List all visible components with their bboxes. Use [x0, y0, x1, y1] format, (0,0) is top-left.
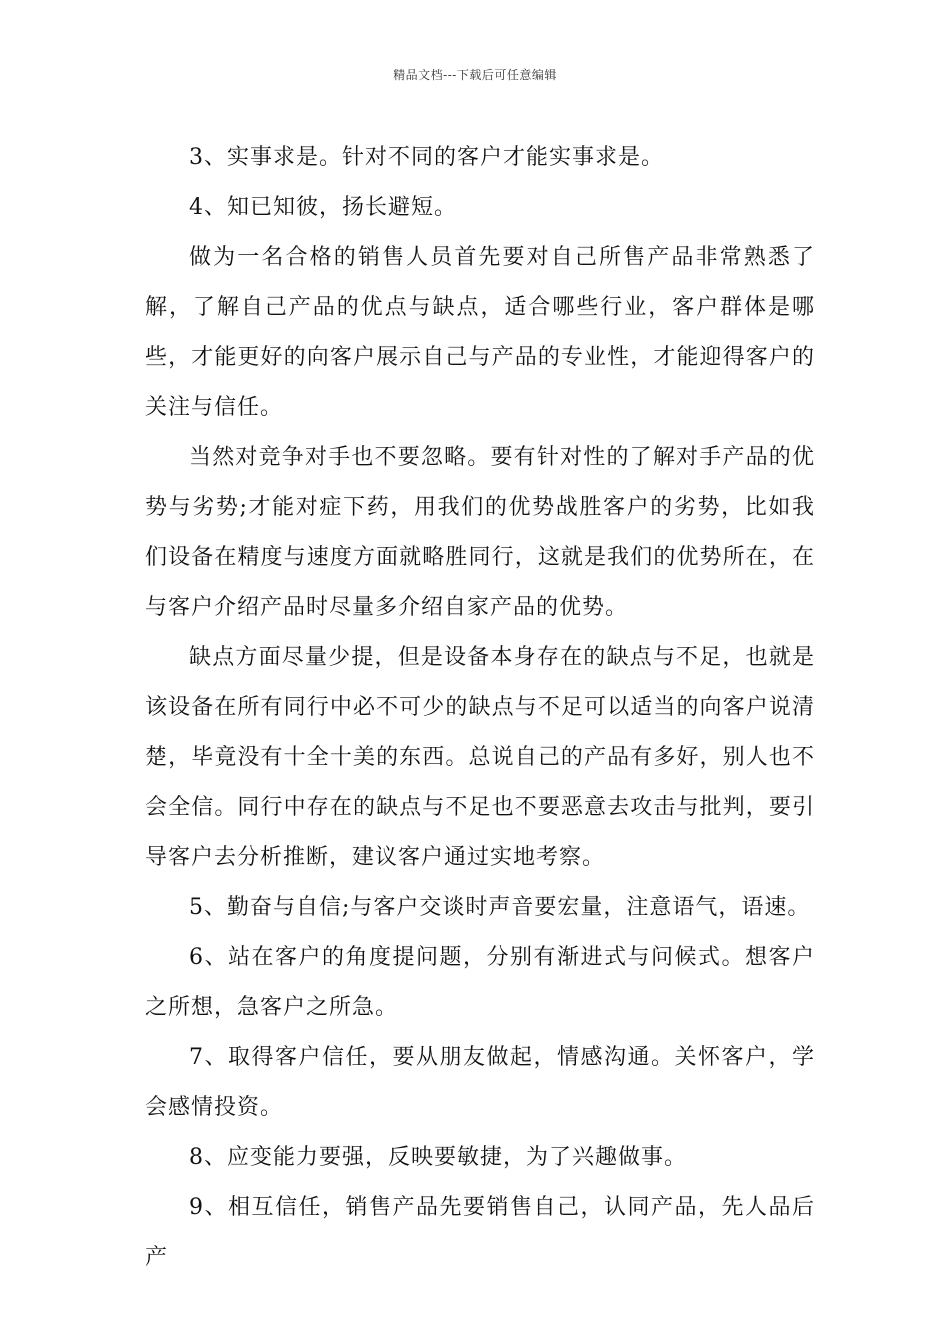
paragraph-item-7: 7、取得客户信任，要从朋友做起，情感沟通。关怀客户，学会感情投资。: [145, 1045, 815, 1120]
paragraph-item-5: 5、勤奋与自信;与客户交谈时声音要宏量，注意语气，语速。: [189, 895, 811, 920]
document-body: [145, 133, 815, 1283]
paragraph-item-8: 8、应变能力要强，反映要敏捷，为了兴趣做事。: [189, 1145, 687, 1170]
paragraph-item-9: 9、相互信任，销售产品先要销售自己，认同产品，先人品后产: [145, 1195, 815, 1270]
paragraph-item-6: 6、站在客户的角度提问题，分别有渐进式与问候式。想客户之所想，急客户之所急。: [145, 945, 815, 1020]
paragraph-item-3: 3、实事求是。针对不同的客户才能实事求是。: [189, 145, 664, 170]
paragraph-product-knowledge: 做为一名合格的销售人员首先要对自己所售产品非常熟悉了解，了解自己产品的优点与缺点，适合哪些行业，客户群体是哪些，才能更好的向客户展示自己与产品的专业性，才能迎得客户的关注与信任。: [145, 245, 815, 420]
paragraph-shortcomings: 缺点方面尽量少提，但是设备本身存在的缺点与不足，也就是该设备在所有同行中必不可少的缺点与不足可以适当的向客户说清楚，毕竟没有十全十美的东西。总说自己的产品有多好，别人也不会全信。同行中存在的缺点与不足也不要恶意去攻击与批判，要引导客户去分析推断，建议客户通过实地考察。: [145, 645, 815, 870]
paragraph-competitors: 当然对竞争对手也不要忽略。要有针对性的了解对手产品的优势与劣势;才能对症下药，用我们的优势战胜客户的劣势，比如我们设备在精度与速度方面就略胜同行，这就是我们的优势所在，在与客户介绍产品时尽量多介绍自家产品的优势。: [145, 445, 815, 620]
page-header: 精品文档---下载后可任意编辑: [393, 68, 557, 82]
paragraph-item-4: 4、知已知彼，扬长避短。: [189, 195, 457, 220]
